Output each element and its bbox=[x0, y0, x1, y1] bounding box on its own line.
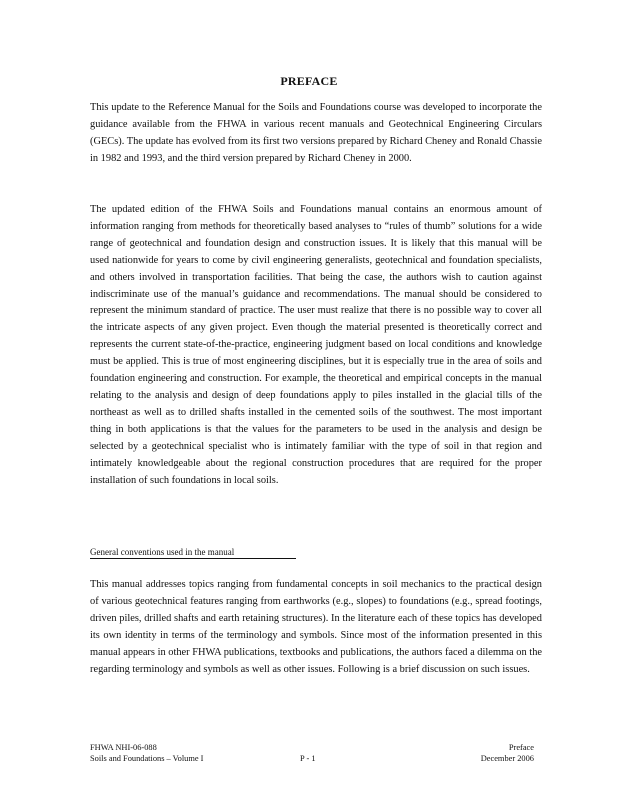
footer-section-name: Preface bbox=[508, 743, 534, 752]
footer-course-title: Soils and Foundations – Volume I bbox=[90, 754, 204, 763]
section-heading: General conventions used in the manual bbox=[90, 547, 296, 559]
footer-left bbox=[90, 742, 203, 764]
footer-doc-number: FHWA NHI-06-088 bbox=[90, 743, 157, 752]
page-title: PREFACE bbox=[280, 74, 338, 88]
footer-right bbox=[481, 742, 534, 764]
paragraph-conventions: This manual addresses topics ranging from fundamental concepts in soil mechanics to the practical design of various geotechnical features ranging from earthworks (e.g., slopes) to foundations (e.g., spread footings, driven piles, drilled shafts and earth retaining structures). In the literature each of these topics has developed its own identity in terms of the terminology and symbols. Since most of the information presented in this manual appears in other FHWA publications, textbooks and publications, the authors faced a dilemma on the regarding terminology and symbols as well as other issues. Following is a brief discussion on such issues. bbox=[90, 579, 542, 675]
paragraph-intro: This update to the Reference Manual for the Soils and Foundations course was developed to incorporate the guidance available from the FHWA in various recent manuals and Geotechnical Engineering Circulars (GECs). The update has evolved from its first two versions prepared by Richard Cheney and Ronald Chassie in 1982 and 1993, and the third version prepared by Richard Cheney in 2000. bbox=[90, 102, 542, 164]
footer-date: December 2006 bbox=[480, 754, 534, 763]
footer-page-number: P - 1 bbox=[300, 754, 316, 763]
paragraph-caution: The updated edition of the FHWA Soils and Foundations manual contains an enormous amount of information ranging from methods for theoretically based analyses to “rules of thumb” solutions for a wide range of geotechnical and foundation design and construction issues. It is likely that this manual will be used nationwide for years to come by civil engineering generalists, geotechnical and foundation specialists, and others involved in transportation facilities. That being the case, the authors wish to caution against indiscriminate use of the manual’s guidance and recommendations. The manual should be considered to represent the minimum standard of practice. The user must realize that there is no possible way to cover all the intricate aspects of any given project. Even though the material presented is theoretically correct and represents the current state-of-the-practice, engineering judgment based on local conditions and knowledge must be applied. This is true of most engineering disciplines, but it is especially true in the area of soils and foundation engineering and construction. For example, the theoretical and empirical concepts in the manual relating to the analysis and design of deep foundations apply to piles installed in the glacial tills of the northeast as well as to drilled shafts installed in the cemented soils of the southwest. The most important thing in both applications is that the values for the parameters to be used in the analysis and design be selected by a geotechnical specialist who is intimately familiar with the type of soil in that region and intimately knowledgeable about the regional construction procedures that are required for the proper installation of such foundations in local soils. bbox=[90, 204, 542, 486]
